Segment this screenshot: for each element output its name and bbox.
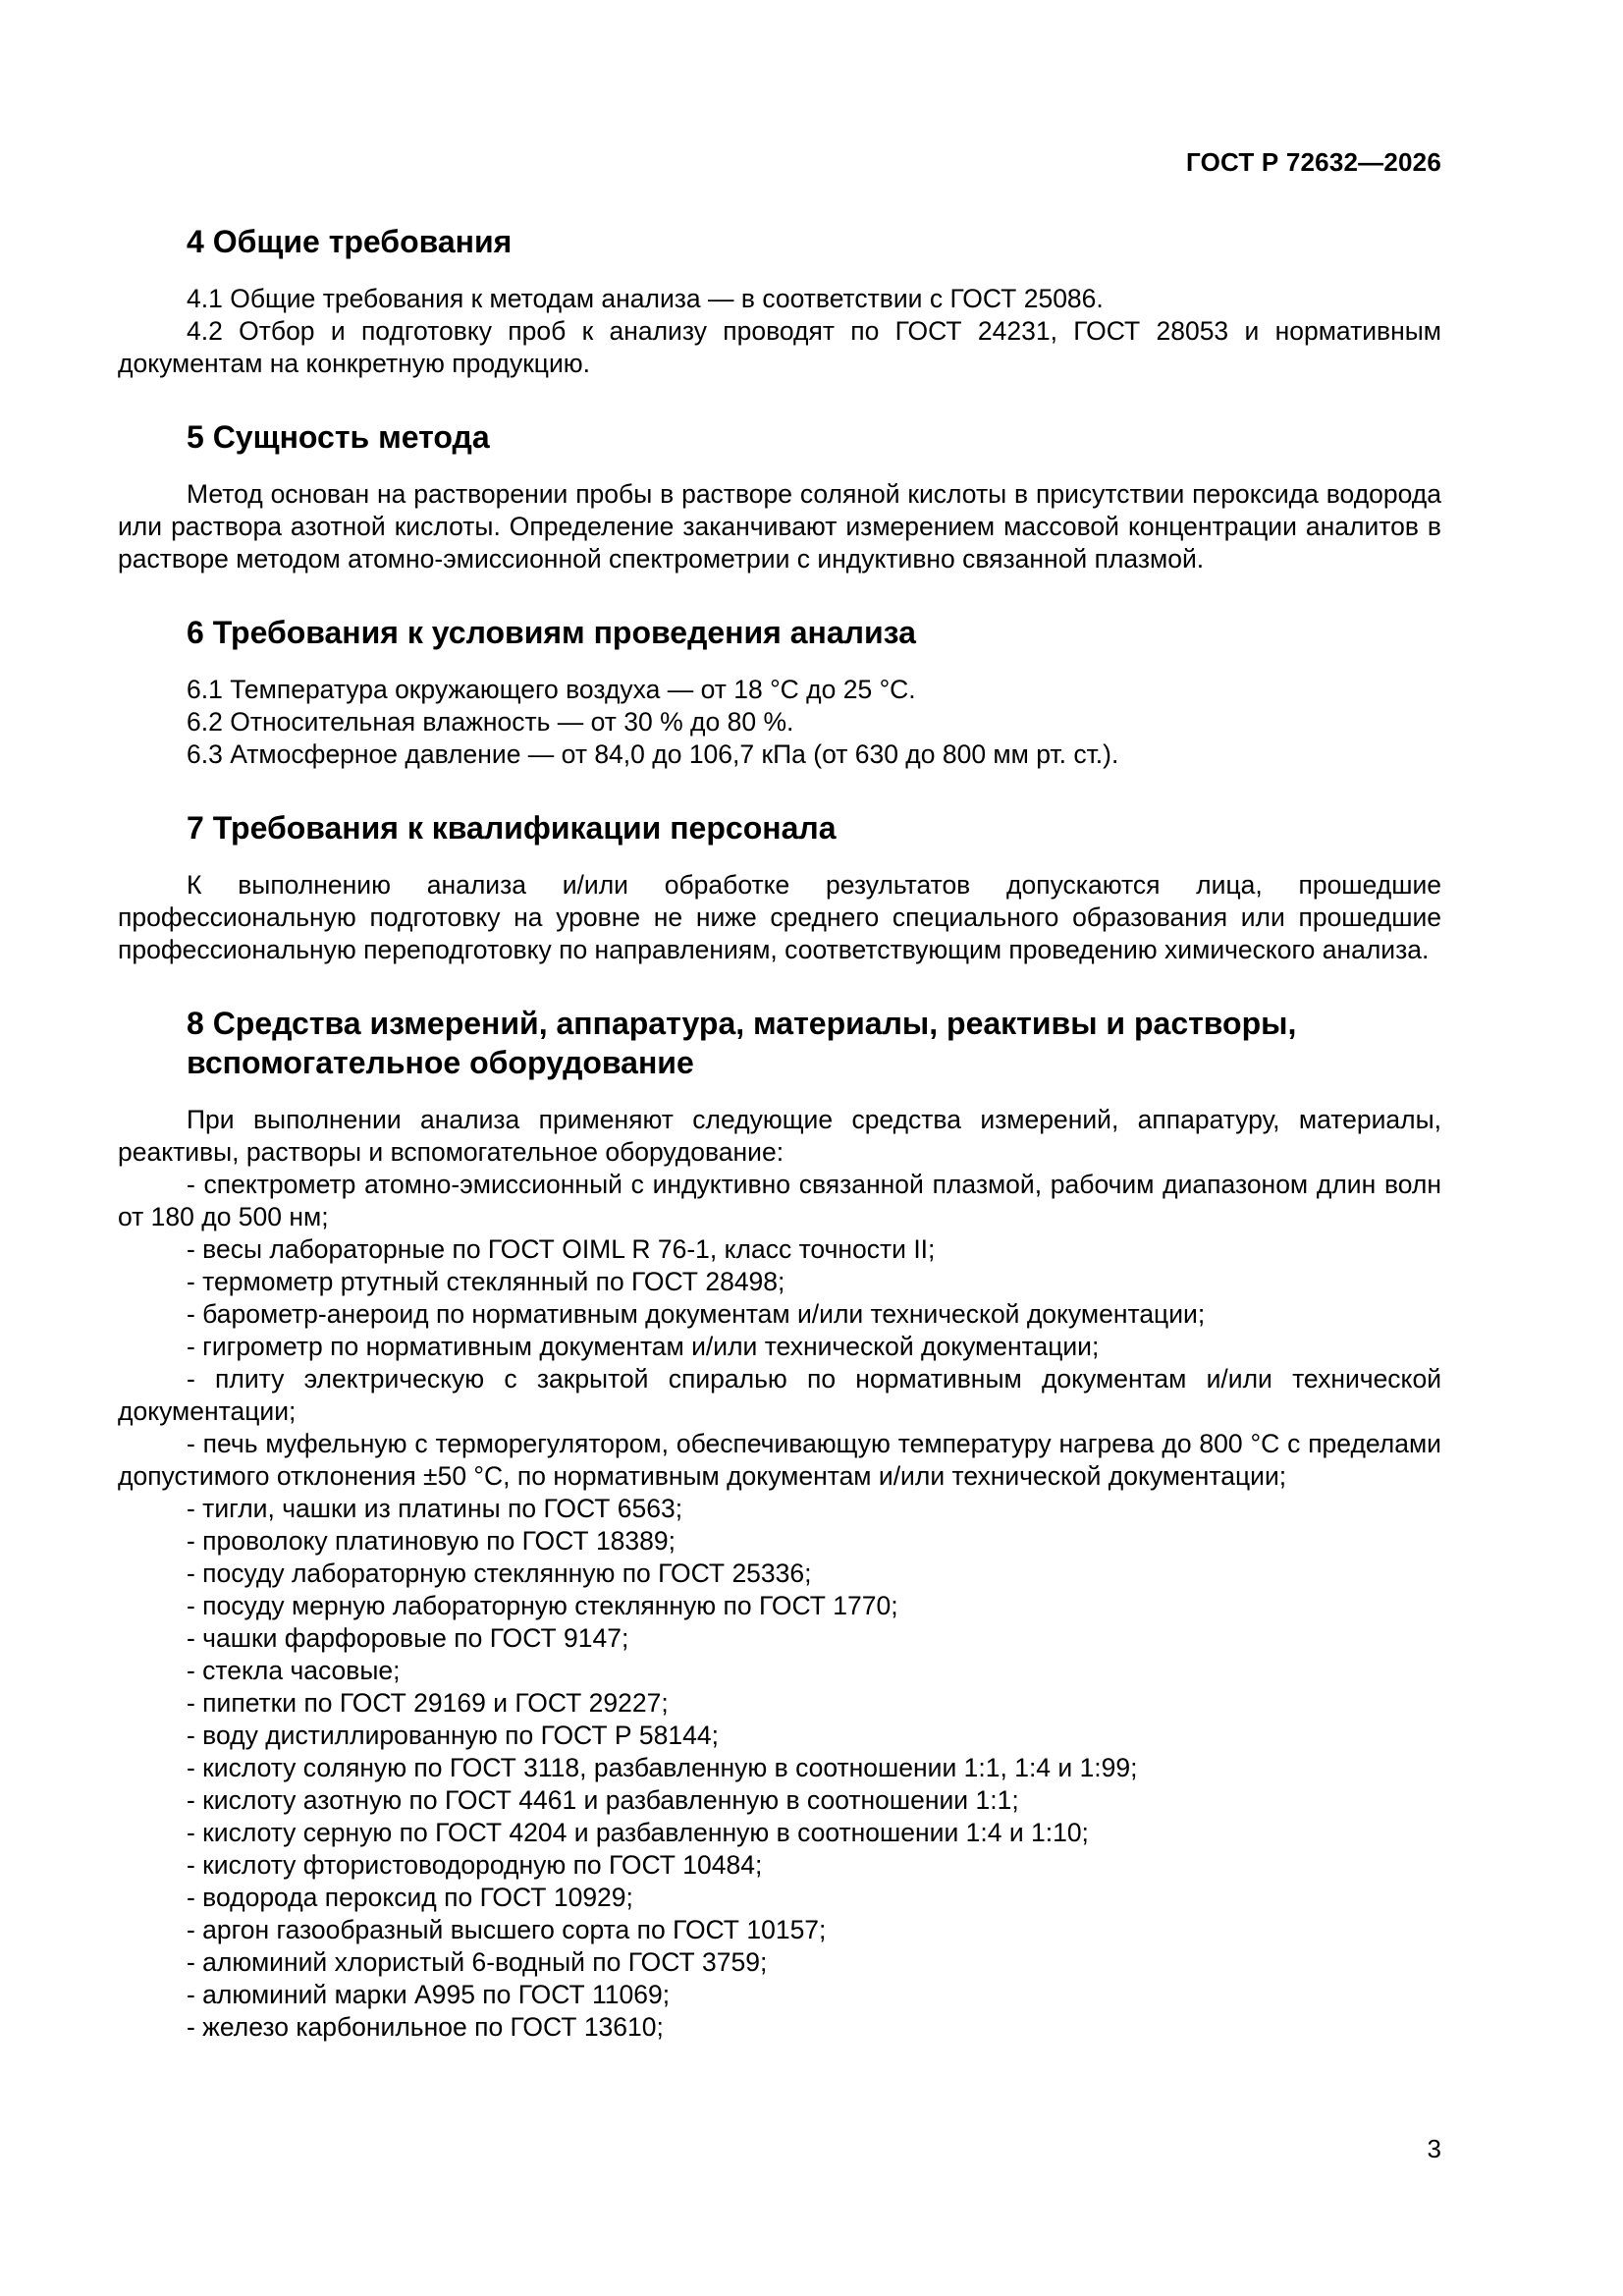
list-item: - проволоку платиновую по ГОСТ 18389;	[187, 1526, 676, 1556]
list-item: - посуду лабораторную стеклянную по ГОСТ 25336;	[187, 1558, 812, 1588]
list-item: - алюминий хлористый 6-водный по ГОСТ 3759;	[187, 1947, 768, 1977]
section-4	[118, 222, 1441, 380]
list-item: - железо карбонильное по ГОСТ 13610;	[187, 2012, 664, 2042]
list-item: - чашки фарфоровые по ГОСТ 9147;	[187, 1623, 629, 1653]
section-8-title-line-1: 8 Средства измерений, аппаратура, материалы, реактивы и растворы,	[187, 1006, 1297, 1041]
section-8-intro: При выполнении анализа применяют следующие средства измерений, аппаратуру, материалы, реактивы, растворы и вспомогательное оборудование:	[118, 1105, 1441, 1167]
list-item: - кислоту соляную по ГОСТ 3118, разбавленную в соотношении 1:1, 1:4 и 1:99;	[187, 1753, 1138, 1782]
section-8-title-line-2: вспомогательное оборудование	[187, 1045, 694, 1080]
document-id-header: ГОСТ Р 72632—2026	[1186, 147, 1441, 177]
section-5-title: 5 Сущность метода	[187, 419, 490, 455]
section-6-paragraph-1: 6.1 Температура окружающего воздуха — от 18 °С до 25 °С.	[187, 675, 916, 704]
list-item: - водорода пероксид по ГОСТ 10929;	[187, 1883, 633, 1912]
section-6-paragraph-3: 6.3 Атмосферное давление — от 84,0 до 106,7 кПа (от 630 до 800 мм рт. ст.).	[187, 739, 1119, 769]
section-6	[118, 613, 1441, 771]
document-body	[118, 222, 1441, 2081]
list-item: - спектрометр атомно-эмиссионный с индуктивно связанной плазмой, рабочим диапазоном длин волн от 180 до 500 нм;	[118, 1170, 1441, 1231]
list-item: - кислоту фтористоводородную по ГОСТ 10484;	[187, 1850, 763, 1880]
section-4-paragraph-1: 4.1 Общие требования к методам анализа — в соответствии с ГОСТ 25086.	[187, 284, 1104, 313]
section-7-paragraph-1: К выполнению анализа и/или обработке результатов допускаются лица, прошедшие профессиональную подготовку на уровне не ниже среднего специального образования или прошедшие профессиональную переподготовку по направлениям, соответствующим проведению химического анализа.	[118, 870, 1441, 964]
section-5	[118, 417, 1441, 575]
section-6-title: 6 Требования к условиям проведения анализа	[187, 615, 916, 650]
section-5-paragraph-1: Метод основан на растворении пробы в растворе соляной кислоты в присутствии пероксида водорода или раствора азотной кислоты. Определение заканчивают измерением массовой концентрации аналитов в растворе методом атомно-эмиссионной спектрометрии с индуктивно связанной плазмой.	[118, 479, 1441, 574]
list-item: - кислоту серную по ГОСТ 4204 и разбавленную в соотношении 1:4 и 1:10;	[187, 1818, 1089, 1847]
list-item: - гигрометр по нормативным документам и/или технической документации;	[187, 1332, 1100, 1361]
list-item: - тигли, чашки из платины по ГОСТ 6563;	[187, 1494, 683, 1523]
section-7	[118, 808, 1441, 966]
list-item: - аргон газообразный высшего сорта по ГОСТ 10157;	[187, 1915, 827, 1944]
list-item: - печь муфельную с терморегулятором, обеспечивающую температуру нагрева до 800 °С с пределами допустимого отклонения ±50 °С, по нормативным документам и/или технической документации;	[118, 1429, 1441, 1491]
list-item: - посуду мерную лабораторную стеклянную по ГОСТ 1770;	[187, 1591, 898, 1620]
section-4-paragraph-2: 4.2 Отбор и подготовку проб к анализу проводят по ГОСТ 24231, ГОСТ 28053 и нормативным документам на конкретную продукцию.	[118, 316, 1441, 378]
section-7-title: 7 Требования к квалификации персонала	[187, 810, 837, 846]
page-number: 3	[1427, 2134, 1441, 2163]
section-8-title	[118, 1004, 1441, 1082]
list-item: - алюминий марки А995 по ГОСТ 11069;	[187, 1980, 671, 2009]
list-item: - пипетки по ГОСТ 29169 и ГОСТ 29227;	[187, 1688, 669, 1718]
list-item: - весы лабораторные по ГОСТ OIML R 76-1, класс точности II;	[187, 1234, 936, 1264]
list-item: - воду дистиллированную по ГОСТ Р 58144;	[187, 1721, 719, 1750]
list-item: - барометр-анероид по нормативным документам и/или технической документации;	[187, 1299, 1206, 1329]
list-item: - термометр ртутный стеклянный по ГОСТ 28498;	[187, 1267, 785, 1296]
list-item: - стекла часовые;	[187, 1656, 401, 1685]
section-6-paragraph-2: 6.2 Относительная влажность — от 30 % до 80 %.	[187, 707, 794, 737]
list-item: - плиту электрическую с закрытой спиралью по нормативным документам и/или технической документации;	[118, 1364, 1441, 1426]
section-4-title: 4 Общие требования	[187, 224, 513, 259]
list-item: - кислоту азотную по ГОСТ 4461 и разбавленную в соотношении 1:1;	[187, 1785, 1019, 1815]
section-8	[118, 1004, 1441, 2044]
